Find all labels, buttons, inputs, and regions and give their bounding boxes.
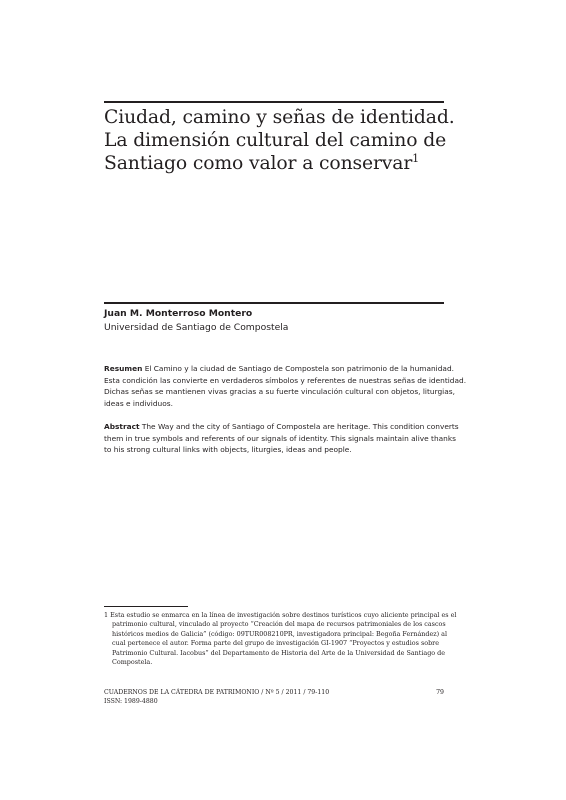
resumen-line: Dichas señas se mantienen vivas gracias a su fuerte vinculación cultural con objetos, liturgias,: [104, 387, 455, 397]
resumen-label: Resumen: [104, 364, 143, 373]
resumen-line-text: El Camino y la ciudad de Santiago de Compostela son patrimonio de la humanidad.: [144, 364, 454, 373]
title-line-text: Santiago como valor a conservar: [104, 153, 413, 174]
resumen-line: ideas e individuos.: [104, 398, 173, 408]
abstract-line: to his strong cultural links with objects, liturgies, ideas and people.: [104, 445, 352, 455]
journal-citation: CUADERNOS DE LA CÁTEDRA DE PATRIMONIO / Nº 5 / 2011 / 79-110: [104, 689, 330, 696]
footnote-separator: [104, 606, 188, 607]
abstract-label: Abstract: [104, 422, 140, 431]
journal-issn: ISSN: 1989-4880: [104, 698, 158, 705]
footnote-line: cual pertenece el autor. Forma parte del grupo de investigación GI-1907 “Proyectos y estudios sobre: [112, 639, 440, 648]
author-affiliation: Universidad de Santiago de Compostela: [104, 322, 289, 333]
title-line: La dimensión cultural del camino de: [104, 130, 447, 151]
footnote-number: 1: [104, 611, 109, 619]
author-name: Juan M. Monterroso Montero: [104, 308, 253, 319]
resumen-paragraph: [104, 363, 467, 409]
article-title: [104, 106, 454, 175]
abstract-line-text: The Way and the city of Santiago of Compostela are heritage. This condition converts: [141, 422, 459, 431]
resumen-line: Esta condición las convierte en verdaderos símbolos y referentes de nuestras señas de identidad.: [104, 375, 467, 385]
title-line: Ciudad, camino y señas de identidad.: [104, 107, 455, 128]
title-line: [104, 152, 454, 175]
footnote-line: históricos medios de Galicia” (código: 09TUR008210PR, investigadora principal: Begoña Fernández) al: [112, 629, 447, 638]
author-top-rule: [104, 302, 444, 304]
abstract-paragraph: [104, 421, 459, 456]
footnote-line: Patrimonio Cultural. Iacobus” del Departamento de Historia del Arte de la Universidad de Santiago de: [112, 648, 446, 657]
footnote-line: [104, 611, 457, 620]
abstract-line: [104, 421, 459, 433]
page-number: 79: [436, 689, 444, 696]
footnote-line-text: Esta estudio se enmarca en la línea de investigación sobre destinos turísticos cuyo aliciente principal es el: [110, 611, 457, 619]
resumen-line: [104, 363, 454, 375]
abstract-line: them in true symbols and referents of our signals of identity. This signals maintain alive thanks: [104, 433, 456, 443]
title-footnote-mark[interactable]: 1: [412, 152, 420, 165]
footnote-line: Compostela.: [112, 658, 153, 667]
footnote: [104, 611, 457, 667]
footnote-line: patrimonio cultural, vinculado al proyecto “Creación del mapa de recursos patrimoniales de los cascos: [112, 620, 446, 629]
title-top-rule: [104, 101, 444, 103]
